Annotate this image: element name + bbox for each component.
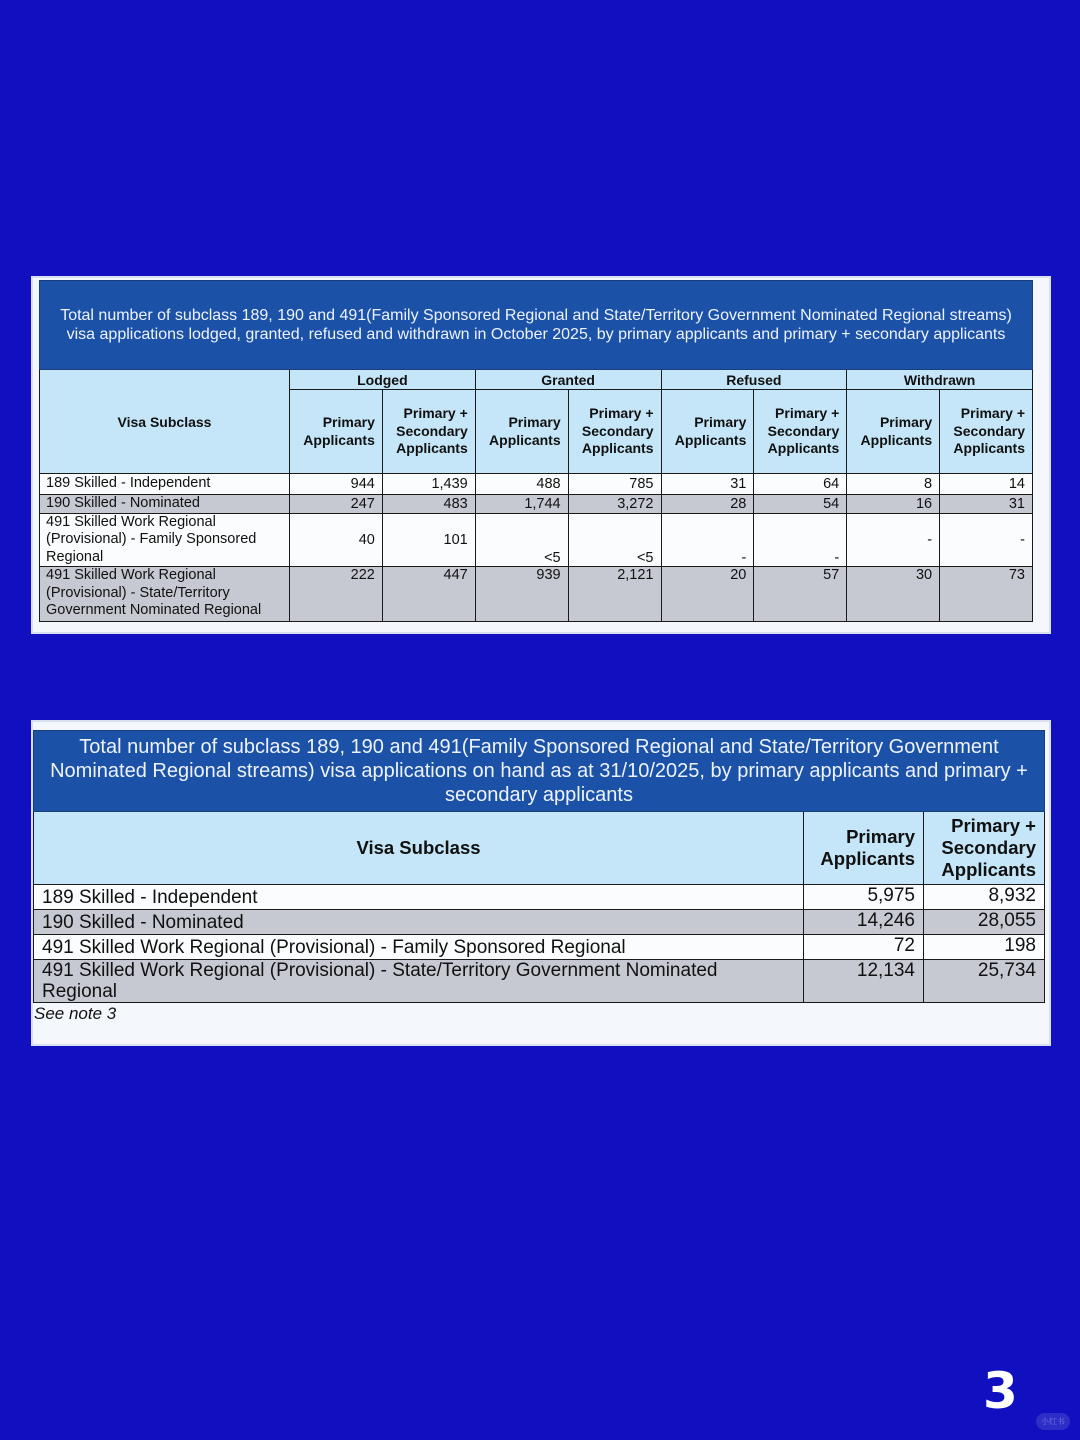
row-label: 491 Skilled Work Regional (Provisional) - State/Territory Government Nominated Regional — [34, 960, 804, 1003]
on-hand-applications-table — [33, 730, 1045, 1003]
cell-value: 72 — [804, 935, 924, 960]
cell-value: 14,246 — [804, 910, 924, 935]
cell-value: 25,734 — [924, 960, 1045, 1003]
cell-value: 57 — [754, 567, 847, 622]
lodged-primary-secondary-header: Primary + Secondary Applicants — [382, 390, 475, 474]
cell-value: 198 — [924, 935, 1045, 960]
cell-value: 16 — [847, 495, 940, 514]
table-row — [34, 910, 1045, 935]
watermark-logo: 小红书 — [1036, 1413, 1070, 1430]
group-header-withdrawn: Withdrawn — [847, 370, 1033, 390]
cell-value: 8 — [847, 474, 940, 495]
granted-primary-secondary-header: Primary + Secondary Applicants — [568, 390, 661, 474]
cell-value: 31 — [661, 474, 754, 495]
table-row — [34, 960, 1045, 1003]
table-row — [40, 513, 1033, 567]
lodged-granted-refused-withdrawn-card — [31, 276, 1051, 634]
row-label: 189 Skilled - Independent — [34, 885, 804, 910]
cell-value: <5 — [568, 513, 661, 567]
cell-value: 54 — [754, 495, 847, 514]
cell-value: 28 — [661, 495, 754, 514]
cell-value: 20 — [661, 567, 754, 622]
table-row — [34, 935, 1045, 960]
on-hand-table-wrapper — [33, 730, 1045, 1024]
cell-value: - — [940, 513, 1033, 567]
group-header-refused: Refused — [661, 370, 847, 390]
cell-value: 939 — [475, 567, 568, 622]
group-header-granted: Granted — [475, 370, 661, 390]
cell-value: - — [847, 513, 940, 567]
table-row — [34, 885, 1045, 910]
cell-value: 40 — [290, 513, 383, 567]
cell-value: 101 — [382, 513, 475, 567]
cell-value: 28,055 — [924, 910, 1045, 935]
cell-value: 488 — [475, 474, 568, 495]
primary-header: Primary Applicants — [804, 812, 924, 885]
row-label: 190 Skilled - Nominated — [34, 910, 804, 935]
cell-value: - — [661, 513, 754, 567]
table-title: Total number of subclass 189, 190 and 491(Family Sponsored Regional and State/Territory Government Nominated Regional streams) visa applications lodged, granted, refused and withdrawn in October 2025, by primary applicants and primary + secondary applicants — [40, 281, 1033, 370]
cell-value: 3,272 — [568, 495, 661, 514]
cell-value: 222 — [290, 567, 383, 622]
cell-value: 2,121 — [568, 567, 661, 622]
cell-value: 31 — [940, 495, 1033, 514]
cell-value: 785 — [568, 474, 661, 495]
on-hand-applications-card — [31, 720, 1051, 1046]
cell-value: 12,134 — [804, 960, 924, 1003]
refused-primary-header: Primary Applicants — [661, 390, 754, 474]
cell-value: 1,439 — [382, 474, 475, 495]
visa-subclass-header: Visa Subclass — [40, 370, 290, 474]
cell-value: 73 — [940, 567, 1033, 622]
october-2025-applications-table — [39, 280, 1033, 622]
table-title: Total number of subclass 189, 190 and 491(Family Sponsored Regional and State/Territory Government Nominated Regional streams) visa applications on hand as at 31/10/2025, by primary applicants and primary + secondary applicants — [34, 731, 1045, 812]
cell-value: 64 — [754, 474, 847, 495]
cell-value: - — [754, 513, 847, 567]
withdrawn-primary-header: Primary Applicants — [847, 390, 940, 474]
withdrawn-primary-secondary-header: Primary + Secondary Applicants — [940, 390, 1033, 474]
row-label: 491 Skilled Work Regional (Provisional) - Family Sponsored Regional — [34, 935, 804, 960]
cell-value: <5 — [475, 513, 568, 567]
footnote: See note 3 — [34, 1004, 1045, 1024]
page-number: 3 — [983, 1362, 1018, 1420]
cell-value: 944 — [290, 474, 383, 495]
granted-primary-header: Primary Applicants — [475, 390, 568, 474]
lodged-primary-header: Primary Applicants — [290, 390, 383, 474]
row-label: 190 Skilled - Nominated — [40, 495, 290, 514]
cell-value: 30 — [847, 567, 940, 622]
table-row — [40, 495, 1033, 514]
primary-secondary-header: Primary + Secondary Applicants — [924, 812, 1045, 885]
refused-primary-secondary-header: Primary + Secondary Applicants — [754, 390, 847, 474]
row-label: 491 Skilled Work Regional (Provisional) - Family Sponsored Regional — [40, 513, 290, 567]
cell-value: 14 — [940, 474, 1033, 495]
table-row — [40, 474, 1033, 495]
table-row — [40, 567, 1033, 622]
cell-value: 447 — [382, 567, 475, 622]
cell-value: 5,975 — [804, 885, 924, 910]
visa-subclass-header: Visa Subclass — [34, 812, 804, 885]
cell-value: 8,932 — [924, 885, 1045, 910]
cell-value: 483 — [382, 495, 475, 514]
cell-value: 1,744 — [475, 495, 568, 514]
cell-value: 247 — [290, 495, 383, 514]
row-label: 491 Skilled Work Regional (Provisional) - State/Territory Government Nominated Regional — [40, 567, 290, 622]
row-label: 189 Skilled - Independent — [40, 474, 290, 495]
group-header-lodged: Lodged — [290, 370, 476, 390]
